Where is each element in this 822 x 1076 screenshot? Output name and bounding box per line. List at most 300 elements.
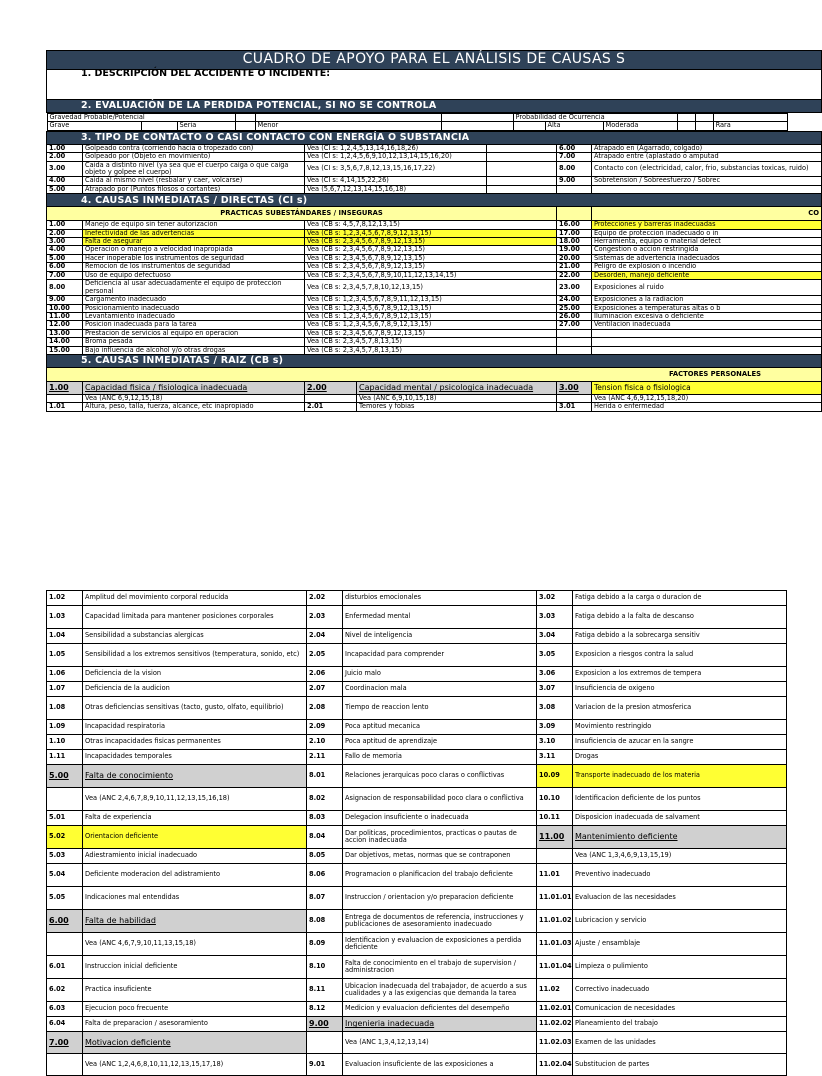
row-number-2: 8.00 (557, 161, 592, 177)
col-c-number: 3.09 (537, 720, 573, 735)
row-number: 7.00 (47, 271, 83, 279)
col-b-number: 8.03 (307, 811, 343, 826)
row-number-2: 7.00 (557, 153, 592, 161)
col-a-text: Vea (ANC 4,6,7,9,10,11,13,15,18) (83, 933, 307, 956)
col-b-text: Relaciones jerarquicas poco claras o conflictivas (343, 765, 537, 788)
col-b-number: 8.09 (307, 933, 343, 956)
moderada-label: Moderada (603, 122, 677, 130)
row-description: Hacer inoperable los instrumentos de seguridad (83, 254, 305, 262)
col-a-number: 5.05 (47, 887, 83, 910)
sheet-lower (46, 590, 768, 1076)
row-number-2 (557, 329, 592, 337)
col-a-text: Falta de conocimiento (83, 765, 307, 788)
col-a-number: 5.04 (47, 864, 83, 887)
grave-label: Grave (47, 122, 141, 130)
row-description-2: Ventilacion inadecuada (592, 321, 822, 329)
row-number-2: 16.00 (557, 221, 592, 229)
col-a-text: Instruccion inicial deficiente (83, 956, 307, 979)
col-c-text: Tension fisica o fisiologica (592, 381, 822, 394)
row-description: Levantamiento inadecuado (83, 312, 305, 320)
row-description: Deficiencia al usar adecuadamente el equipo de proteccion personal (83, 280, 305, 296)
col-c-number: 11.01.03 (537, 933, 573, 956)
col-a-number (47, 1054, 83, 1076)
practicas-subheader: PRACTICAS SUBESTÁNDARES / INSEGURAS (47, 207, 557, 221)
col-a-number: 7.00 (47, 1032, 83, 1054)
root-cause-row (47, 667, 787, 682)
probabilidad-label: Probabilidad de Ocurrencia (513, 114, 677, 122)
col-c-number: 3.10 (537, 735, 573, 750)
col-b-text: Medicion y evaluacion deficientes del desempeño (343, 1002, 537, 1017)
row-description-2: Exposiciones a temperaturas altas o b (592, 304, 822, 312)
col-b-text: Dar objetivos, metas, normas que se contraponen (343, 849, 537, 864)
row-number: 3.00 (47, 238, 83, 246)
root-cause-row (47, 682, 787, 697)
row-reference: Vea (CB s: 2,3,4,5,6,7,8,9,12,13,15) (305, 329, 557, 337)
col-c-text: Evaluacion de las necesidades (573, 887, 787, 910)
row-reference: Vea (CI s: 1,2,4,5,13,14,16,18,26) (305, 144, 487, 152)
col-a-text: Deficiente moderacion del adistramiento (83, 864, 307, 887)
section-5-title: 5. CAUSAS INMEDIATAS / RAIZ (CB s) (47, 354, 822, 367)
col-c-text: Substitucion de partes (573, 1054, 787, 1076)
row-number-2: 22.00 (557, 271, 592, 279)
col-b-number: 8.04 (307, 826, 343, 849)
col-b-number: 8.07 (307, 887, 343, 910)
root-cause-row (47, 887, 787, 910)
row-reference: Vea (CB s: 1,2,3,4,5,6,7,8,9,12,13,15) (305, 229, 557, 237)
row-number: 13.00 (47, 329, 83, 337)
immediate-cause-row (47, 338, 822, 346)
col-b-text: Juicio malo (343, 667, 537, 682)
col-b-text: Delegacion insuficiente o inadecuada (343, 811, 537, 826)
col-b-text: disturbios emocionales (343, 591, 537, 606)
row-description-2: Congestion o accion restringida (592, 246, 822, 254)
col-c-text: Identificacion deficiente de los puntos (573, 788, 787, 811)
col-b-text: Entrega de documentos de referencia, instrucciones y publicaciones de asesoramiento inadecuado (343, 910, 537, 933)
col-c-text: Vea (ANC 1,3,4,6,9,13,15,19) (573, 849, 787, 864)
col-a-text: Otras deficiencias sensitivas (tacto, gusto, olfato, equilibrio) (83, 697, 307, 720)
col-a-number: 1.11 (47, 750, 83, 765)
col-b-text: Programacion o planificacion del trabajo deficiente (343, 864, 537, 887)
root-cause-row (47, 644, 787, 667)
row-reference: Vea (CI s: 4,14,15,22,26) (305, 177, 487, 185)
col-a-text: Incapacidad respiratoria (83, 720, 307, 735)
col-b-text: Vea (ANC 1,3,4,12,13,14) (343, 1032, 537, 1054)
col-a-number: 1.08 (47, 697, 83, 720)
row-description: Atrapado por (Puntos filosos o cortantes) (83, 185, 305, 193)
col-b-number: 8.02 (307, 788, 343, 811)
col-a-text: Otras incapacidades fisicas permanentes (83, 735, 307, 750)
row-description: Falta de asegurar (83, 238, 305, 246)
section-1-title: 1. DESCRIPCIÓN DEL ACCIDENTE O INCIDENTE: (81, 68, 331, 79)
col-b-number: 2.11 (307, 750, 343, 765)
row-number: 15.00 (47, 346, 83, 354)
col-b-number: 2.03 (307, 606, 343, 629)
row-number-2: 20.00 (557, 254, 592, 262)
col-c-number: 11.02.04 (537, 1054, 573, 1076)
col-a-number: 5.03 (47, 849, 83, 864)
col-c-number: 3.03 (537, 606, 573, 629)
root-cause-row (47, 591, 787, 606)
col-a-text: Practica insuficiente (83, 979, 307, 1002)
row-description-2: Peligro de explosion o incendio (592, 263, 822, 271)
col-b-number: 2.04 (307, 629, 343, 644)
col-c-text: Exposicion a riesgos contra la salud (573, 644, 787, 667)
root-cause-row (47, 1054, 787, 1076)
row-number: 2.00 (47, 153, 83, 161)
section-2-title: 2. EVALUACIÓN DE LA PERDIDA POTENCIAL, SI NO SE CONTROLA (47, 100, 822, 113)
row-number: 5.00 (47, 185, 83, 193)
sheet-title: CUADRO DE APOYO PARA EL ANÁLISIS DE CAUSAS S (47, 51, 822, 70)
col-c-text: Drogas (573, 750, 787, 765)
col-c-text: Fatiga debido a la carga o duracion de (573, 591, 787, 606)
col-b-text: Ubicacion inadecuada del trabajador, de acuerdo a sus cualidades y a las exigencias que demanda la tarea (343, 979, 537, 1002)
analysis-table-lower (46, 590, 787, 1076)
col-b-text: Nivel de inteligencia (343, 629, 537, 644)
col-b-number: 8.05 (307, 849, 343, 864)
col-a-text: Ejecucion poco frecuente (83, 1002, 307, 1017)
row-description: Posicionamiento inadecuado (83, 304, 305, 312)
root-cause-row (47, 933, 787, 956)
col-c-number: 3.04 (537, 629, 573, 644)
row-reference: Vea (CB s: 1,2,3,4,5,6,7,8,9,12,13,15) (305, 304, 557, 312)
col-a-number: 1.09 (47, 720, 83, 735)
col-a-text: Vea (ANC 1,2,4,6,8,10,11,12,13,15,17,18) (83, 1054, 307, 1076)
col-b-text: Ingenieria inadecuada (343, 1017, 537, 1032)
row-reference: Vea (CB s: 1,2,3,4,5,6,7,8,9,11,12,13,15) (305, 296, 557, 304)
col-c-text: Mantenimiento deficiente (573, 826, 787, 849)
col-b-number: 2.10 (307, 735, 343, 750)
col-b-text: Temores y fobias (357, 403, 557, 411)
col-b-number: 2.08 (307, 697, 343, 720)
col-b-number: 2.02 (307, 591, 343, 606)
contact-row (47, 185, 822, 193)
col-c-number: 11.02.02 (537, 1017, 573, 1032)
col-b-text: Asignacion de responsabilidad poco clara o conflictiva (343, 788, 537, 811)
contact-row (47, 161, 822, 177)
col-a-number: 6.04 (47, 1017, 83, 1032)
row-reference: Vea (CB s: 2,3,4,5,6,7,8,9,12,13,15) (305, 246, 557, 254)
row-description: Inefectividad de las advertencias (83, 229, 305, 237)
row-reference: Vea (CB s: 2,3,4,5,6,7,8,9,12,13,15) (305, 238, 557, 246)
col-a-number: 1.01 (47, 403, 83, 411)
col-c-text: Fatiga debido a la falta de descanso (573, 606, 787, 629)
row-number: 4.00 (47, 177, 83, 185)
col-c-number: 11.01.01 (537, 887, 573, 910)
row-description: Caida al mismo nivel (resbalar y caer, volcarse) (83, 177, 305, 185)
row-reference: Vea (CB s: 2,3,4,5,6,7,8,9,12,13,15) (305, 263, 557, 271)
row-spacer (487, 185, 557, 193)
row-number-2: 27.00 (557, 321, 592, 329)
col-a-number: 6.00 (47, 910, 83, 933)
col-c-text: Correctivo inadecuado (573, 979, 787, 1002)
col-c-text: Disposicion inadecuada de salvament (573, 811, 787, 826)
col-a-text: Vea (ANC 2,4,6,7,8,9,10,11,12,13,15,16,18) (83, 788, 307, 811)
col-b-text: Fallo de memoria (343, 750, 537, 765)
col-a-number: 1.07 (47, 682, 83, 697)
col-a-text: Altura, peso, talla, fuerza, alcance, etc inapropiado (83, 403, 305, 411)
col-a-text: Vea (ANC 6,9,12,15,18) (83, 394, 305, 402)
col-c-text: Examen de las unidades (573, 1032, 787, 1054)
row-number: 4.00 (47, 246, 83, 254)
row-description: Golpeado contra (corriendo hacia o tropezado con) (83, 144, 305, 152)
row-number-2 (557, 185, 592, 193)
root-cause-row (47, 849, 787, 864)
root-cause-row (47, 735, 787, 750)
row-number: 9.00 (47, 296, 83, 304)
row-description: Cargamento inadecuado (83, 296, 305, 304)
col-b-text: Dar politicas, procedimientos, practicas o pautas de accion inadecuada (343, 826, 537, 849)
col-b-text: Identificacion y evaluacion de exposiciones a perdida deficiente (343, 933, 537, 956)
row-spacer (487, 177, 557, 185)
row-spacer (487, 153, 557, 161)
row-description-2: Sobretension / Sobreesfuerzo / Sobrec (592, 177, 822, 185)
col-b-number: 9.00 (307, 1017, 343, 1032)
col-c-text: Vea (ANC 4,6,9,12,15,18,20) (592, 394, 822, 402)
row-description: Caida a distinto nivel (ya sea que el cuerpo caiga o que caiga objeto y golpee el cuerpo) (83, 161, 305, 177)
col-c-number: 11.01.04 (537, 956, 573, 979)
immediate-cause-row (47, 321, 822, 329)
col-a-text: Deficiencia de la vision (83, 667, 307, 682)
col-a-number: 5.01 (47, 811, 83, 826)
row-description-2: Atrapado entre (aplastado o amputad (592, 153, 822, 161)
col-a-number: 5.00 (47, 765, 83, 788)
root-cause-row (47, 826, 787, 849)
col-b-text: Instruccion / orientacion y/o preparacion deficiente (343, 887, 537, 910)
col-a-number: 1.00 (47, 381, 83, 394)
immediate-cause-row (47, 280, 822, 296)
root-cause-row (47, 629, 787, 644)
col-c-number: 11.02.01 (537, 1002, 573, 1017)
row-description: Operacion o manejo a velocidad inapropiada (83, 246, 305, 254)
col-c-number: 11.02 (537, 979, 573, 1002)
col-c-number: 3.00 (557, 381, 592, 394)
row-description-2 (592, 185, 822, 193)
col-a-number: 6.01 (47, 956, 83, 979)
col-c-text: Herida o enfermedad (592, 403, 822, 411)
col-b-number: 8.12 (307, 1002, 343, 1017)
root-cause-row (47, 864, 787, 887)
col-a-text: Motivacion deficiente (83, 1032, 307, 1054)
row-description: Bajo influencia de alcohol y/o otras drogas (83, 346, 305, 354)
row-description: Uso de equipo defectuoso (83, 271, 305, 279)
col-c-text: Movimiento restringido (573, 720, 787, 735)
col-c-text: Insuficiencia de oxigeno (573, 682, 787, 697)
col-c-number: 3.07 (537, 682, 573, 697)
row-number-2: 17.00 (557, 229, 592, 237)
col-b-number: 8.01 (307, 765, 343, 788)
root-cause-row (47, 381, 822, 394)
root-cause-row (47, 720, 787, 735)
col-c-number (537, 849, 573, 864)
col-b-text: Vea (ANC 6,9,10,15,18) (357, 394, 557, 402)
col-c-number: 11.02.03 (537, 1032, 573, 1054)
col-b-number: 8.11 (307, 979, 343, 1002)
col-b-text: Poca aptitud de aprendizaje (343, 735, 537, 750)
row-number: 1.00 (47, 144, 83, 152)
col-b-text: Enfermedad mental (343, 606, 537, 629)
row-number-2 (557, 338, 592, 346)
row-number-2: 19.00 (557, 246, 592, 254)
col-c-number: 10.09 (537, 765, 573, 788)
row-reference: Vea (CI s: 3,5,6,7,8,12,13,15,16,17,22) (305, 161, 487, 177)
root-cause-row (47, 1002, 787, 1017)
col-b-number (307, 1032, 343, 1054)
col-a-text: Orientacion deficiente (83, 826, 307, 849)
col-a-text: Sensibilidad a los extremos sensitivos (temperatura, sonido, etc) (83, 644, 307, 667)
col-c-number: 3.11 (537, 750, 573, 765)
seria-label: Seria (177, 122, 235, 130)
col-c-text: Insuficiencia de azucar en la sangre (573, 735, 787, 750)
col-b-number: 9.01 (307, 1054, 343, 1076)
row-reference: Vea (CB s: 2,3,4,5,7,8,13,15) (305, 346, 557, 354)
row-description-2: Exposiciones a la radiacion (592, 296, 822, 304)
root-cause-row (47, 697, 787, 720)
col-a-text: Capacidad fisica / fisiologica inadecuada (83, 381, 305, 394)
col-b-text: Evaluacion insuficiente de las exposiciones a (343, 1054, 537, 1076)
col-b-text: Falta de conocimiento en el trabajo de supervision / administracion (343, 956, 537, 979)
row-description-2: Atrapado en (Agarrado, colgado) (592, 144, 822, 152)
row-description-2: Iluminacion excesiva o deficiente (592, 312, 822, 320)
col-a-number: 1.03 (47, 606, 83, 629)
root-cause-row (47, 1032, 787, 1054)
row-number: 12.00 (47, 321, 83, 329)
sheet-upper (46, 50, 819, 412)
col-c-number: 3.01 (557, 403, 592, 411)
row-reference: Vea (CI s: 1,2,4,5,6,9,10,12,13,14,15,16,20) (305, 153, 487, 161)
col-a-text: Capacidad limitada para mantener posiciones corporales (83, 606, 307, 629)
col-b-text: Poca aptitud mecanica (343, 720, 537, 735)
root-cause-row (47, 750, 787, 765)
row-description-2: Sistemas de advertencia inadecuados (592, 254, 822, 262)
immediate-cause-row (47, 346, 822, 354)
col-a-text: Sensibilidad a substancias alergicas (83, 629, 307, 644)
row-description-2 (592, 329, 822, 337)
row-number: 2.00 (47, 229, 83, 237)
row-number-2: 18.00 (557, 238, 592, 246)
row-description: Prestacion de servicios al equipo en operacion (83, 329, 305, 337)
row-reference: Vea (CB s: 2,3,4,5,7,8,10,12,13,15) (305, 280, 557, 296)
section-4-title: 4. CAUSAS INMEDIATAS / DIRECTAS (CI s) (47, 194, 822, 207)
col-a-number (47, 788, 83, 811)
col-a-text: Falta de preparacion / asesoramiento (83, 1017, 307, 1032)
row-description: Remocion de los instrumentos de seguridad (83, 263, 305, 271)
row-reference: Vea (CB s: 2,3,4,5,6,7,8,9,10,11,12,13,14,15) (305, 271, 557, 279)
col-b-text: Coordinacion mala (343, 682, 537, 697)
col-b-text: Capacidad mental / psicologica inadecuada (357, 381, 557, 394)
row-number: 11.00 (47, 312, 83, 320)
analysis-table-upper (46, 50, 822, 412)
row-number: 10.00 (47, 304, 83, 312)
col-a-number: 6.02 (47, 979, 83, 1002)
row-number-2: 25.00 (557, 304, 592, 312)
row-reference: Vea (CB s: 1,2,3,4,5,6,7,8,9,12,13,15) (305, 312, 557, 320)
row-description: Golpeado por (Objeto en movimiento) (83, 153, 305, 161)
col-b-number: 8.08 (307, 910, 343, 933)
section-3-title: 3. TIPO DE CONTACTO O CASI CONTACTO CON ENERGÍA O SUBSTANCIA (47, 131, 822, 144)
row-description-2: Desorden, manejo deficiente (592, 271, 822, 279)
immediate-cause-row (47, 221, 822, 229)
col-c-number: 11.00 (537, 826, 573, 849)
immediate-cause-row (47, 329, 822, 337)
row-description-2 (592, 338, 822, 346)
rara-label: Rara (713, 122, 787, 130)
col-c-number: 11.01.02 (537, 910, 573, 933)
contact-row (47, 153, 822, 161)
row-number: 3.00 (47, 161, 83, 177)
col-b-number: 2.09 (307, 720, 343, 735)
col-a-text: Incapacidades temporales (83, 750, 307, 765)
col-a-number: 1.10 (47, 735, 83, 750)
row-description: Posicion inadecuada para la tarea (83, 321, 305, 329)
root-cause-row (47, 403, 822, 411)
col-c-number: 3.02 (537, 591, 573, 606)
row-number-2: 23.00 (557, 280, 592, 296)
gravedad-label: Gravedad Probable/Potencial (47, 114, 235, 122)
row-number: 6.00 (47, 263, 83, 271)
col-b-number: 2.00 (305, 381, 357, 394)
row-description-2: Contacto con (electricidad, calor, frio, substancias toxicas, ruido) (592, 161, 822, 177)
col-c-number: 10.10 (537, 788, 573, 811)
row-number-2: 21.00 (557, 263, 592, 271)
col-c-number: 3.05 (537, 644, 573, 667)
row-description: Broma pesada (83, 338, 305, 346)
col-b-text: Tiempo de reaccion lento (343, 697, 537, 720)
col-b-number: 2.07 (307, 682, 343, 697)
col-a-text: Falta de experiencia (83, 811, 307, 826)
root-cause-row (47, 765, 787, 788)
col-c-text: Variacion de la presion atmosferica (573, 697, 787, 720)
root-cause-row (47, 979, 787, 1002)
col-a-number: 1.06 (47, 667, 83, 682)
col-c-text: Ajuste / ensamblaje (573, 933, 787, 956)
col-b-number: 8.06 (307, 864, 343, 887)
col-a-number: 6.03 (47, 1002, 83, 1017)
alta-label: Alta (545, 122, 603, 130)
col-a-number (47, 933, 83, 956)
row-description-2 (592, 346, 822, 354)
root-cause-row (47, 1017, 787, 1032)
row-spacer (557, 207, 592, 221)
row-description-2: Protecciones y barreras inadecuadas (592, 221, 822, 229)
col-c-text: Exposicion a los extremos de tempera (573, 667, 787, 682)
root-cause-row (47, 788, 787, 811)
row-number: 8.00 (47, 280, 83, 296)
row-reference: Vea (CB s: 1,2,3,4,5,6,7,8,9,12,13,15) (305, 321, 557, 329)
row-reference: Vea (CB s: 4,5,7,8,12,13,15) (305, 221, 557, 229)
root-cause-row (47, 956, 787, 979)
col-a-text: Amplitud del movimiento corporal reducida (83, 591, 307, 606)
row-number: 1.00 (47, 221, 83, 229)
row-reference: Vea (5,6,7,12,13,14,15,16,18) (305, 185, 487, 193)
root-cause-row (47, 811, 787, 826)
immediate-cause-row (47, 263, 822, 271)
col-a-number: 1.04 (47, 629, 83, 644)
col-c-text: Comunicacion de necesidades (573, 1002, 787, 1017)
col-c-text: Lubricacion y servicio (573, 910, 787, 933)
menor-label: Menor (255, 122, 441, 130)
col-a-text: Deficiencia de la audicion (83, 682, 307, 697)
row-number: 14.00 (47, 338, 83, 346)
condiciones-subheader: CO (592, 207, 822, 221)
col-c-number: 3.06 (537, 667, 573, 682)
row-description-2: Exposiciones al ruido (592, 280, 822, 296)
col-c-text: Fatiga debido a la sobrecarga sensitiv (573, 629, 787, 644)
row-number-2: 9.00 (557, 177, 592, 185)
col-b-number: 8.10 (307, 956, 343, 979)
col-c-number: 11.01 (537, 864, 573, 887)
row-description: Manejo de equipo sin tener autorizacion (83, 221, 305, 229)
col-b-number: 2.06 (307, 667, 343, 682)
